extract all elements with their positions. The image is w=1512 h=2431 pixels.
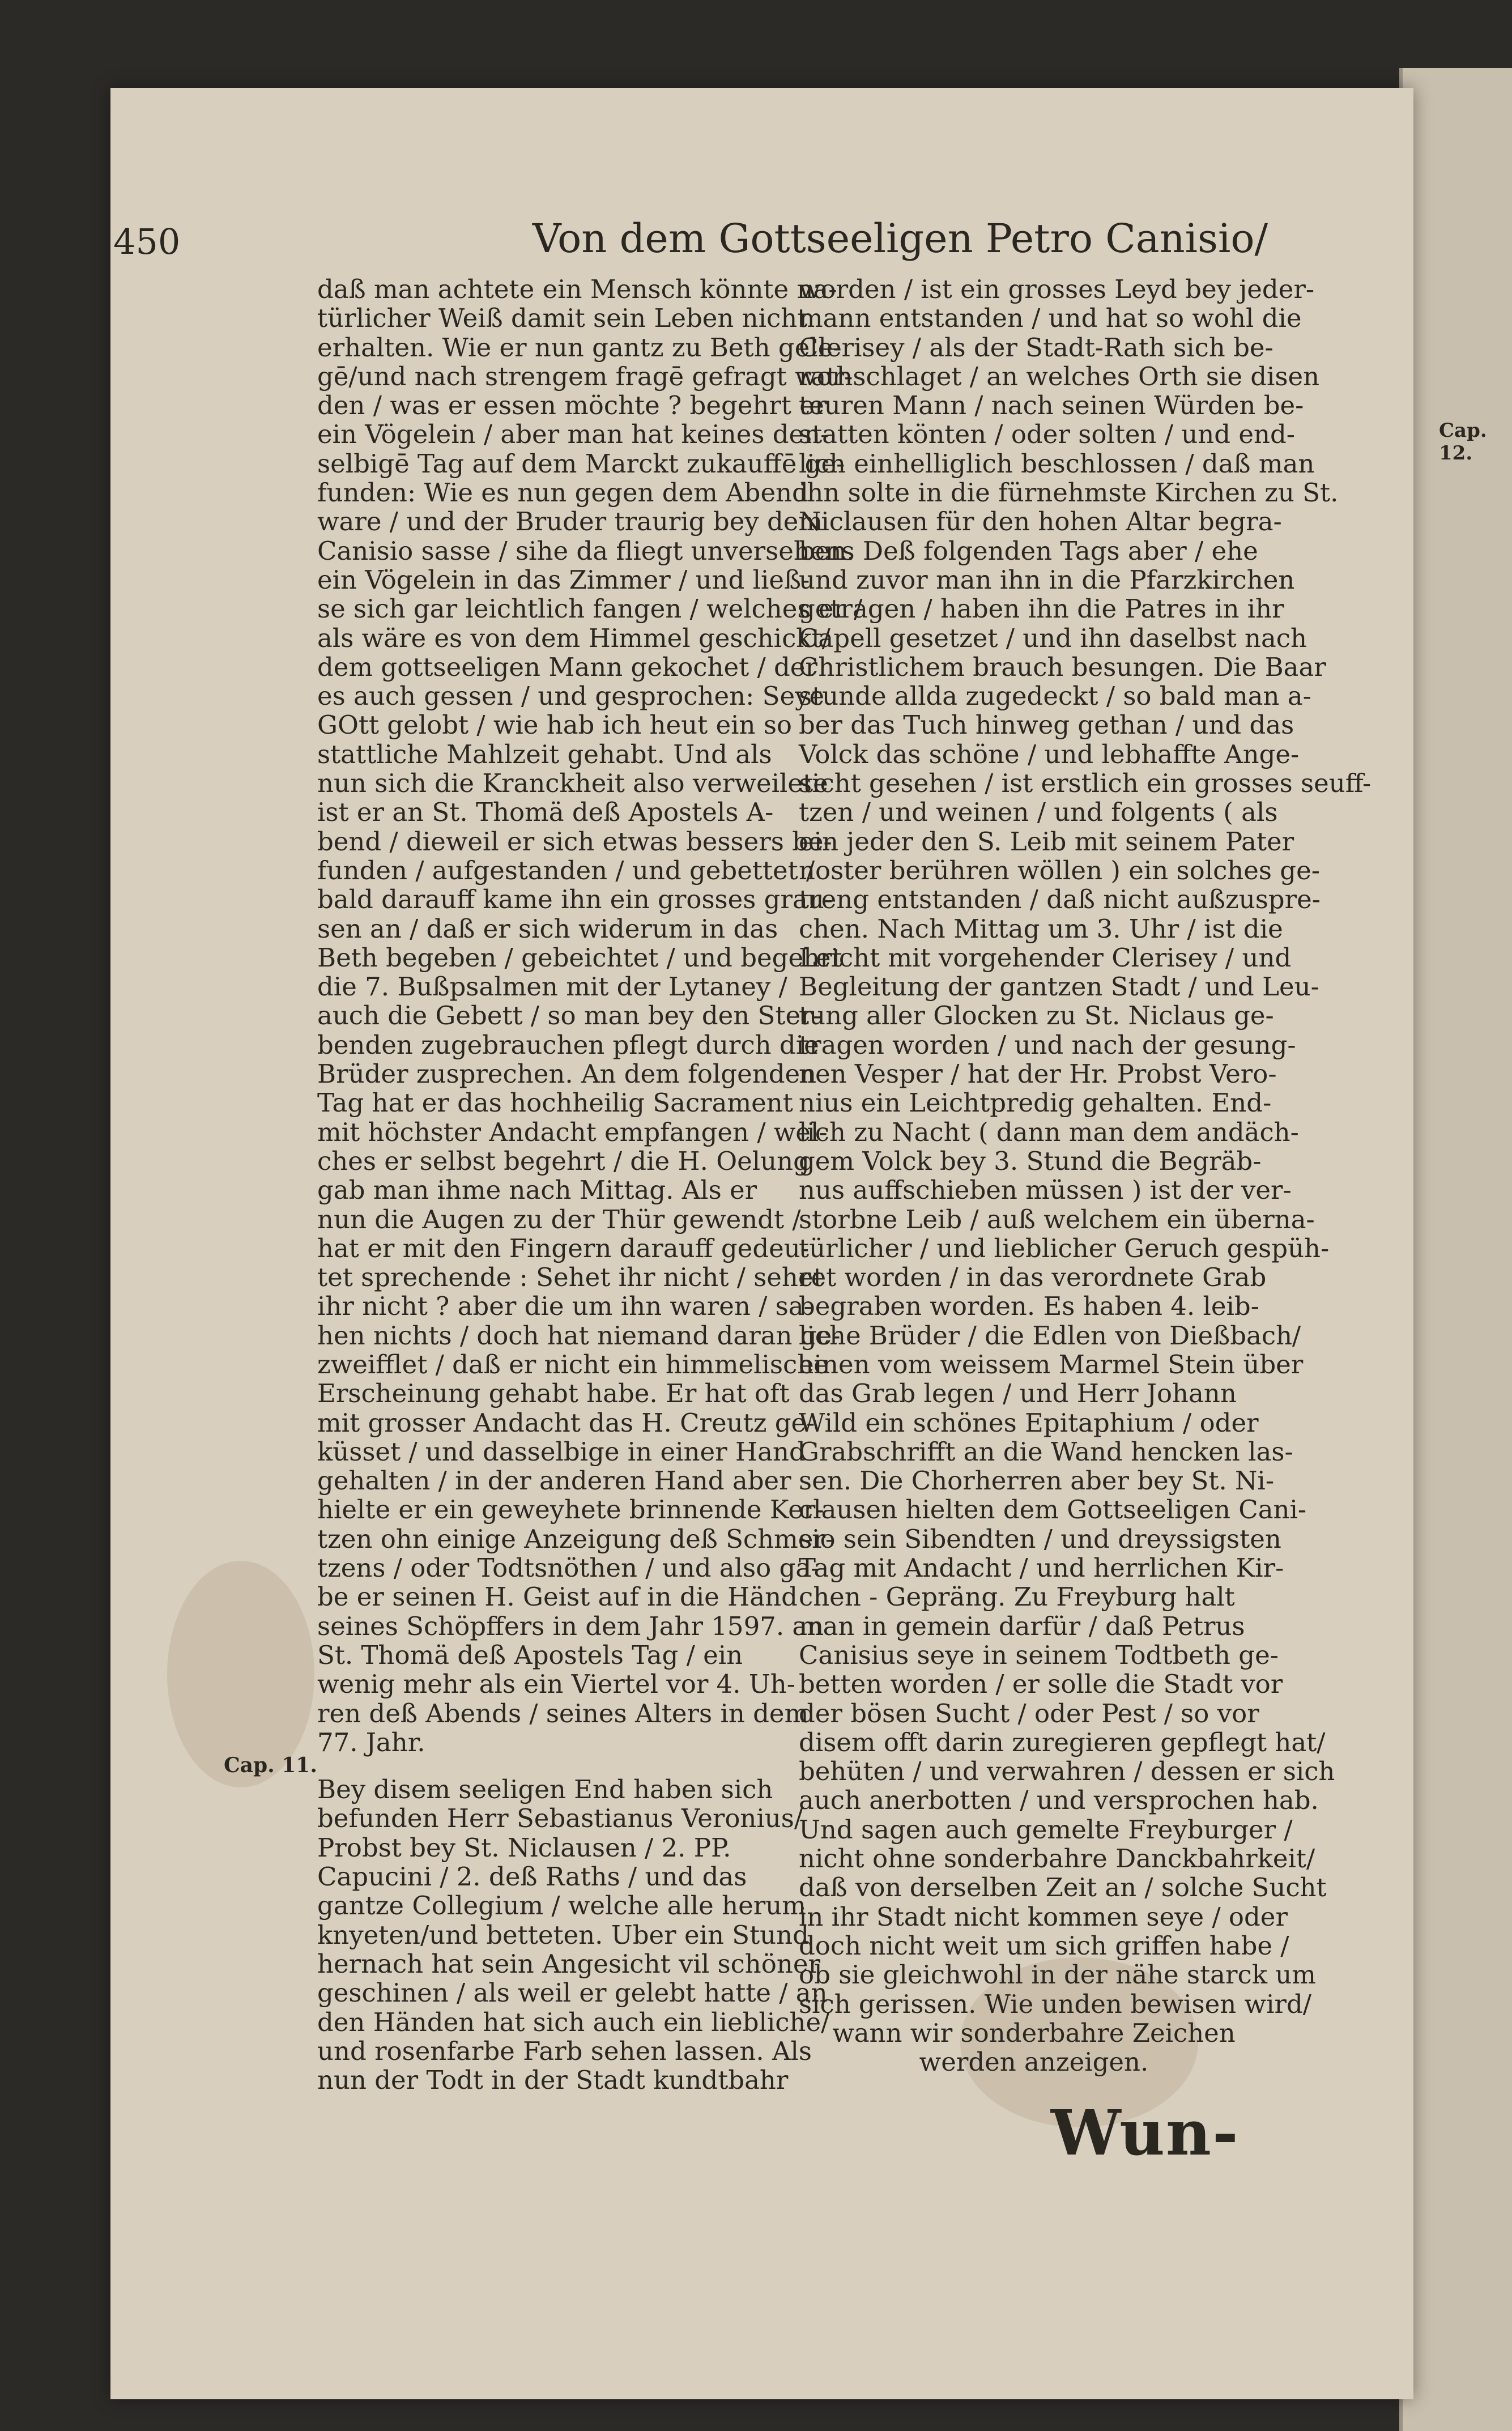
text-line: tragen worden / und nach der gesung- (799, 1029, 1296, 1060)
text-line: Erscheinung gehabt habe. Er hat oft (317, 1378, 790, 1409)
text-line: gem Volck bey 3. Stund die Begräb- (799, 1146, 1262, 1176)
text-line: Canisius seye in seinem Todtbeth ge- (799, 1640, 1279, 1670)
text-line: erhalten. Wie er nun gantz zu Beth gele- (317, 332, 842, 363)
text-line: ches er selbst begehrt / die H. Oelung (317, 1146, 810, 1176)
text-line: GOtt gelobt / wie hab ich heut ein so (317, 710, 793, 740)
text-line: ber das Tuch hinweg gethan / und das (799, 710, 1294, 740)
right-closing (799, 2019, 1269, 2077)
text-line: St. Thomä deß Apostels Tag / ein (317, 1640, 743, 1670)
text-line: hen nichts / doch hat niemand daran ge- (317, 1320, 841, 1351)
text-line: daß man achtete ein Mensch könnte na- (317, 274, 837, 304)
text-line: selbigē Tag auf dem Marckt zukauffē ge- (317, 448, 845, 479)
text-line: statten könten / oder solten / und end- (799, 419, 1295, 450)
text-line: sen. Die Chorherren aber bey St. Ni- (799, 1466, 1275, 1496)
left-column (317, 274, 863, 2096)
text-line: Clerisey / als der Stadt-Rath sich be- (799, 332, 1274, 363)
text-line: gab man ihme nach Mittag. Als er (317, 1175, 757, 1206)
text-line: treng entstanden / daß nicht außzuspre- (799, 884, 1321, 915)
text-line: benden zugebrauchen pflegt durch die (317, 1029, 819, 1060)
text-line: hielte er ein geweyhete brinnende Ker- (317, 1495, 824, 1525)
running-title: Von dem Gottseeligen Petro Canisio/ (533, 215, 1268, 262)
text-line: chen. Nach Mittag um 3. Uhr / ist die (799, 913, 1283, 944)
text-line: es auch gessen / und gesprochen: Seye (317, 681, 825, 712)
text-line: geschinen / als weil er gelebt hatte / an (317, 1978, 828, 2008)
text-line: ein jeder den S. Leib mit seinem Pater (799, 826, 1294, 857)
text-line: ihn solte in die fürnehmste Kirchen zu St. (799, 478, 1339, 508)
text-line: Niclausen für den hohen Altar begra- (799, 506, 1282, 537)
text-line: sicht gesehen / ist erstlich ein grosses seuff- (799, 768, 1372, 799)
text-line: worden / ist ein grosses Leyd bey jeder- (799, 274, 1315, 304)
text-line: knyeten/und betteten. Uber ein Stund (317, 1919, 809, 1950)
text-line: ihr nicht ? aber die um ihn waren / sa- (317, 1291, 812, 1322)
text-line: türlicher / und lieblicher Geruch gespüh- (799, 1233, 1330, 1263)
text-line: ret worden / in das verordnete Grab (799, 1262, 1267, 1293)
text-line: Capucini / 2. deß Raths / und das (317, 1862, 747, 1892)
text-line: werden anzeigen. (919, 2047, 1149, 2077)
text-line: Wild ein schönes Epitaphium / oder (799, 1407, 1259, 1438)
text-line: Tag mit Andacht / und herrlichen Kir- (799, 1553, 1284, 1583)
text-line: tet sprechende : Sehet ihr nicht / sehet (317, 1262, 824, 1293)
text-line: Begleitung der gantzen Stadt / und Leu- (799, 972, 1319, 1002)
text-line: begraben worden. Es haben 4. leib- (799, 1291, 1259, 1322)
text-line: tung aller Glocken zu St. Niclaus ge- (799, 1001, 1274, 1031)
text-line: disem offt darin zuregieren gepflegt hat/ (799, 1727, 1326, 1757)
text-line: die 7. Bußpsalmen mit der Lytaney / (317, 972, 787, 1002)
text-line: gē/und nach strengem fragē gefragt wor- (317, 361, 853, 391)
text-line: Grabschrifft an die Wand hencken las- (799, 1436, 1293, 1467)
text-line: Leicht mit vorgehender Clerisey / und (799, 942, 1292, 973)
text-line: wann wir sonderbahre Zeichen (832, 2017, 1236, 2048)
text-line: chen - Gepräng. Zu Freyburg halt (799, 1582, 1235, 1612)
text-line: nicht ohne sonderbahre Danckbahrkeit/ (799, 1844, 1315, 1874)
text-line: und rosenfarbe Farb sehen lassen. Als (317, 2036, 812, 2066)
text-line: stattliche Mahlzeit gehabt. Und als (317, 739, 772, 769)
text-line: hernach hat sein Angesicht vil schöner (317, 1948, 821, 1979)
text-line: stunde allda zugedeckt / so bald man a- (799, 681, 1311, 712)
text-line: Capell gesetzet / und ihn daselbst nach (799, 623, 1307, 653)
text-line: liche Brüder / die Edlen von Dießbach/ (799, 1320, 1301, 1351)
text-line: nun sich die Kranckheit also verweilete (317, 768, 828, 799)
text-line: mit grosser Andacht das H. Creutz ge- (317, 1407, 815, 1438)
text-line: ware / und der Bruder traurig bey dem (317, 506, 823, 537)
text-line: ein Vögelein in das Zimmer / und ließ- (317, 564, 810, 595)
text-line: tzens / oder Todtsnöthen / und also ga- (317, 1553, 820, 1583)
text-line: nus auffschieben müssen ) ist der ver- (799, 1175, 1292, 1206)
text-line: ein Vögelein / aber man hat keines den- (317, 419, 829, 450)
text-line: nun die Augen zu der Thür gewendt / (317, 1204, 801, 1234)
left-paragraph-2 (317, 1774, 830, 2096)
text-line: clausen hielten dem Gottseeligen Cani- (799, 1495, 1307, 1525)
text-line: gantze Collegium / welche alle herum (317, 1891, 806, 1921)
text-line: doch nicht weit um sich griffen habe / (799, 1930, 1289, 1961)
margin-note-left: Cap. 11. (224, 1753, 317, 1777)
text-line: funden: Wie es nun gegen dem Abend (317, 478, 808, 508)
text-line: Beth begeben / gebeichtet / und begehrt (317, 942, 842, 973)
text-line: türlicher Weiß damit sein Leben nicht (317, 303, 808, 334)
text-line: getragen / haben ihn die Patres in ihr (799, 594, 1284, 624)
text-line: betten worden / er solle die Stadt vor (799, 1669, 1283, 1700)
margin-note-right: Cap. 12. (1439, 419, 1487, 465)
text-line: Und sagen auch gemelte Freyburger / (799, 1814, 1293, 1845)
text-line: ren deß Abends / seines Alters in dem (317, 1698, 809, 1728)
text-line: teuren Mann / nach seinen Würden be- (799, 390, 1304, 421)
right-column (799, 274, 1372, 2077)
text-line: bend / dieweil er sich etwas bessers be- (317, 826, 832, 857)
text-line: ben. Deß folgenden Tags aber / ehe (799, 535, 1258, 566)
text-line: behüten / und verwahren / dessen er sich (799, 1756, 1335, 1787)
text-line: bald darauff kame ihn ein grosses grau- (317, 884, 833, 915)
text-line: auch anerbotten / und versprochen hab. (799, 1785, 1319, 1816)
text-line: mann entstanden / und hat so wohl die (799, 303, 1302, 334)
text-line: auch die Gebett / so man bey den Ster- (317, 1001, 821, 1031)
text-line: tzen ohn einige Anzeigung deß Schmer- (317, 1523, 834, 1554)
text-line: mit höchster Andacht empfangen / wel- (317, 1117, 828, 1147)
text-line: man in gemein darfür / daß Petrus (799, 1611, 1245, 1641)
text-line: küsset / und dasselbige in einer Hand (317, 1436, 806, 1467)
catchword: Wun- (1051, 2096, 1240, 2169)
text-line: nen Vesper / hat der Hr. Probst Vero- (799, 1059, 1277, 1089)
text-line: Brüder zusprechen. An dem folgenden (317, 1059, 817, 1089)
page-number: 450 (113, 221, 181, 262)
text-line: Christlichem brauch besungen. Die Baar (799, 652, 1326, 682)
text-line: ob sie gleichwohl in der nähe starck um (799, 1960, 1316, 1990)
text-line: sen an / daß er sich widerum in das (317, 913, 778, 944)
text-line: Bey disem seeligen End haben sich (317, 1774, 773, 1805)
text-line: als wäre es von dem Himmel geschickt/ (317, 623, 830, 653)
text-line: das Grab legen / und Herr Johann (799, 1378, 1237, 1409)
left-paragraph-1 (317, 274, 863, 1757)
text-line: gehalten / in der anderen Hand aber (317, 1466, 791, 1496)
text-line: wenig mehr als ein Viertel vor 4. Uh- (317, 1669, 795, 1700)
text-line: nius ein Leichtpredig gehalten. End- (799, 1088, 1272, 1118)
text-line: lich zu Nacht ( dann man dem andäch- (799, 1117, 1299, 1147)
text-line: ist er an St. Thomä deß Apostels A- (317, 797, 774, 828)
text-line: Volck das schöne / und lebhaffte Ange- (799, 739, 1300, 769)
text-line: in ihr Stadt nicht kommen seye / oder (799, 1901, 1288, 1932)
text-line: sio sein Sibendten / und dreyssigsten (799, 1523, 1281, 1554)
text-line: den / was er essen möchte ? begehrt er (317, 390, 827, 421)
text-line: tzen / und weinen / und folgents ( als (799, 797, 1278, 828)
text-line: einen vom weissem Marmel Stein über (799, 1349, 1304, 1380)
right-paragraph-1 (799, 274, 1372, 2019)
text-line: hat er mit den Fingern darauff gedeu- (317, 1233, 809, 1263)
text-line: Probst bey St. Niclausen / 2. PP. (317, 1832, 731, 1863)
text-line: lich einhelliglich beschlossen / daß man (799, 448, 1315, 479)
text-line: sich gerissen. Wie unden bewisen wird/ (799, 1989, 1311, 2019)
text-line: den Händen hat sich auch ein liebliche/ (317, 2007, 830, 2037)
text-line: 77. Jahr. (317, 1727, 425, 1757)
text-line: zweifflet / daß er nicht ein himmelische (317, 1349, 829, 1380)
text-line: daß von derselben Zeit an / solche Sucht (799, 1872, 1327, 1903)
text-line: storbne Leib / auß welchem ein überna- (799, 1204, 1315, 1234)
text-line: se sich gar leichtlich fangen / welches er / (317, 594, 863, 624)
text-line: noster berühren wöllen ) ein solches ge- (799, 855, 1320, 885)
text-line: rathschlaget / an welches Orth sie disen (799, 361, 1320, 391)
text-line: der bösen Sucht / oder Pest / so vor (799, 1698, 1259, 1728)
text-line: dem gottseeligen Mann gekochet / der (317, 652, 817, 682)
text-line: funden / aufgestanden / und gebettet / (317, 855, 815, 885)
text-line: Tag hat er das hochheilig Sacrament (317, 1088, 793, 1118)
text-line: und zuvor man ihn in die Pfarzkirchen (799, 564, 1295, 595)
text-line: be er seinen H. Geist auf in die Händ (317, 1582, 798, 1612)
text-line: Canisio sasse / sihe da fliegt unversehens (317, 535, 855, 566)
text-line: nun der Todt in der Stadt kundtbahr (317, 2065, 789, 2096)
text-line: befunden Herr Sebastianus Veronius/ (317, 1803, 803, 1834)
text-line: seines Schöpffers in dem Jahr 1597. an (317, 1611, 824, 1641)
